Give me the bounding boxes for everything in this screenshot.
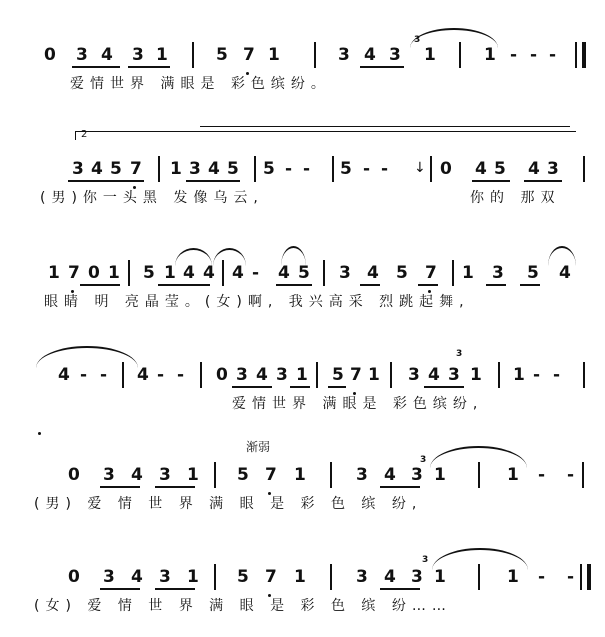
lyrics-line: 你的 那双 — [470, 190, 561, 206]
note-digit: 1 — [484, 45, 496, 65]
bar-line — [580, 564, 582, 590]
lyrics-line: (女) 爱 情 世 界 满 眼 是 彩 色 缤 纷…… — [34, 598, 452, 614]
note-digit: 3 — [339, 263, 351, 283]
note-dash: - — [285, 159, 293, 179]
note-digit: 4 — [384, 465, 396, 485]
note-digit: 1 — [434, 567, 446, 587]
beam-underline — [424, 386, 464, 388]
note-digit: 1 — [187, 567, 199, 587]
octave-dot — [353, 392, 356, 395]
note-digit: 1 — [368, 365, 380, 385]
note-digit: 4 — [58, 365, 70, 385]
tie-slur — [410, 28, 498, 48]
note-digit: 3 — [356, 567, 368, 587]
note-dash: - — [252, 263, 260, 283]
note-digit: 3 — [103, 465, 115, 485]
beam-underline — [418, 284, 438, 286]
note-digit: 4 — [101, 45, 113, 65]
note-digit: 3 — [276, 365, 288, 385]
note-digit: 4 — [475, 159, 487, 179]
note-digit: 4 — [428, 365, 440, 385]
note-digit: 3 — [448, 365, 460, 385]
tie-slur — [36, 346, 138, 368]
note-digit: 1 — [48, 263, 60, 283]
note-digit: 5 — [263, 159, 275, 179]
note-dash: - — [80, 365, 88, 385]
note-digit: 1 — [434, 465, 446, 485]
note-dash: - — [510, 45, 518, 65]
grace-note: 3 — [422, 555, 429, 565]
dynamic-marking: 渐弱 — [246, 440, 271, 454]
note-digit: 4 — [384, 567, 396, 587]
lyrics-line: (男) 爱 情 世 界 满 眼 是 彩 色 缤 纷, — [34, 496, 423, 512]
note-digit: 5 — [227, 159, 239, 179]
beam-underline — [186, 180, 240, 182]
beam-underline — [100, 588, 140, 590]
bar-line — [430, 156, 432, 182]
final-bar-line — [587, 564, 591, 590]
note-dash: - — [538, 567, 546, 587]
note-digit: 3 — [159, 567, 171, 587]
octave-dot — [268, 594, 271, 597]
note-digit: 3 — [492, 263, 504, 283]
note-digit: 5 — [340, 159, 352, 179]
note-digit: 1 — [507, 465, 519, 485]
note-digit: 3 — [411, 567, 423, 587]
note-digit: 3 — [76, 45, 88, 65]
note-digit: 3 — [389, 45, 401, 65]
note-digit: 5 — [396, 263, 408, 283]
volta-line — [200, 126, 570, 127]
note-digit: 5 — [143, 263, 155, 283]
bar-line — [582, 462, 584, 488]
note-digit: 4 — [367, 263, 379, 283]
beam-underline — [68, 180, 144, 182]
note-digit: 3 — [132, 45, 144, 65]
grace-note: 3 — [420, 455, 427, 465]
bar-line — [390, 362, 392, 388]
note-digit: 5 — [216, 45, 228, 65]
bar-line — [214, 564, 216, 590]
note-digit: 7 — [68, 263, 80, 283]
beam-underline — [380, 486, 420, 488]
note-digit: 3 — [547, 159, 559, 179]
note-digit: 3 — [103, 567, 115, 587]
bar-line — [332, 156, 334, 182]
note-digit: 1 — [268, 45, 280, 65]
note-digit: 5 — [494, 159, 506, 179]
note-digit: 4 — [528, 159, 540, 179]
bar-line — [316, 362, 318, 388]
note-digit: 4 — [364, 45, 376, 65]
note-digit: 4 — [137, 365, 149, 385]
lyrics-line: 眼睛 明 亮晶莹。(女)啊, 我兴高采 烈跳起舞, — [44, 294, 470, 310]
note-digit: 5 — [237, 465, 249, 485]
note-digit: 1 — [294, 567, 306, 587]
octave-dot — [268, 492, 271, 495]
volta-bracket — [75, 131, 576, 140]
bar-line — [214, 462, 216, 488]
note-digit: 1 — [156, 45, 168, 65]
note-digit: 3 — [159, 465, 171, 485]
bar-line — [192, 42, 194, 68]
note-dash: - — [567, 465, 575, 485]
octave-dot — [428, 290, 431, 293]
beam-underline — [276, 284, 312, 286]
bar-line — [330, 462, 332, 488]
note-digit: 1 — [187, 465, 199, 485]
note-digit: 4 — [203, 263, 215, 283]
note-digit: 1 — [462, 263, 474, 283]
note-digit: 3 — [408, 365, 420, 385]
bar-line — [128, 260, 130, 286]
lyrics-line: (男)你一头黑 发像乌云, — [40, 190, 264, 206]
note-digit: 1 — [424, 45, 436, 65]
octave-dot — [246, 72, 249, 75]
bar-line — [452, 260, 454, 286]
note-digit: 1 — [296, 365, 308, 385]
note-digit: 4 — [232, 263, 244, 283]
note-digit: 7 — [350, 365, 362, 385]
beam-underline — [155, 486, 195, 488]
tie-slur — [213, 248, 246, 266]
grace-note: 3 — [456, 349, 463, 359]
note-digit: 1 — [470, 365, 482, 385]
final-bar-line — [582, 42, 586, 68]
beam-underline — [472, 180, 510, 182]
bar-line — [158, 156, 160, 182]
beam-underline — [328, 386, 346, 388]
note-dash: - — [567, 567, 575, 587]
bar-line — [254, 156, 256, 182]
bar-line — [498, 362, 500, 388]
tie-slur — [281, 246, 306, 266]
note-digit: 0 — [440, 159, 452, 179]
beam-underline — [290, 386, 310, 388]
volta-number: 2 — [81, 129, 88, 140]
note-digit: 4 — [256, 365, 268, 385]
beam-underline — [520, 284, 540, 286]
octave-dot — [133, 186, 136, 189]
note-digit: 5 — [110, 159, 122, 179]
note-digit: 5 — [527, 263, 539, 283]
note-dash: - — [533, 365, 541, 385]
octave-dot — [71, 290, 74, 293]
note-dash: - — [553, 365, 561, 385]
note-digit: 5 — [298, 263, 310, 283]
note-digit: 3 — [338, 45, 350, 65]
tie-slur — [548, 246, 576, 266]
note-digit: 4 — [91, 159, 103, 179]
tie-slur — [175, 248, 212, 266]
note-digit: 5 — [332, 365, 344, 385]
note-dash: - — [100, 365, 108, 385]
bar-line — [583, 362, 585, 388]
tie-slur — [432, 548, 528, 570]
note-dash: - — [177, 365, 185, 385]
note-dash: - — [303, 159, 311, 179]
note-digit: 7 — [130, 159, 142, 179]
lyrics-line: 爱情世界 满眼是 彩色缤纷。 — [70, 76, 331, 92]
note-dash: - — [549, 45, 557, 65]
tie-slur — [430, 446, 527, 468]
note-digit: 1 — [108, 263, 120, 283]
beam-underline — [360, 66, 404, 68]
note-digit: 1 — [294, 465, 306, 485]
bar-line — [323, 260, 325, 286]
beam-underline — [72, 66, 120, 68]
beam-underline — [360, 284, 380, 286]
beam-underline — [128, 66, 170, 68]
note-digit: 4 — [183, 263, 195, 283]
bar-line — [583, 156, 585, 182]
bar-line — [575, 42, 577, 68]
grace-note: 3 — [414, 35, 421, 45]
note-digit: 4 — [131, 465, 143, 485]
breath-arrow-icon: ↓ — [414, 160, 426, 176]
note-dash: - — [538, 465, 546, 485]
note-digit: 0 — [88, 263, 100, 283]
note-dash: - — [363, 159, 371, 179]
note-digit: 4 — [278, 263, 290, 283]
note-digit: 7 — [243, 45, 255, 65]
note-digit: 0 — [68, 465, 80, 485]
beam-underline — [80, 284, 120, 286]
note-digit: 4 — [559, 263, 571, 283]
note-digit: 7 — [425, 263, 437, 283]
note-digit: 1 — [164, 263, 176, 283]
beam-underline — [158, 284, 210, 286]
scan-speck — [38, 432, 41, 435]
note-dash: - — [381, 159, 389, 179]
lyrics-line: 爱情世界 满眼是 彩色缤纷, — [232, 396, 484, 412]
note-digit: 0 — [68, 567, 80, 587]
note-digit: 3 — [236, 365, 248, 385]
note-digit: 3 — [411, 465, 423, 485]
note-digit: 3 — [72, 159, 84, 179]
beam-underline — [232, 386, 272, 388]
note-digit: 0 — [216, 365, 228, 385]
note-digit: 1 — [170, 159, 182, 179]
note-digit: 7 — [265, 567, 277, 587]
note-digit: 1 — [507, 567, 519, 587]
beam-underline — [486, 284, 506, 286]
note-digit: 4 — [131, 567, 143, 587]
note-digit: 0 — [44, 45, 56, 65]
note-digit: 1 — [513, 365, 525, 385]
note-digit: 3 — [356, 465, 368, 485]
note-digit: 3 — [189, 159, 201, 179]
bar-line — [314, 42, 316, 68]
note-digit: 5 — [237, 567, 249, 587]
note-digit: 4 — [208, 159, 220, 179]
note-dash: - — [530, 45, 538, 65]
beam-underline — [380, 588, 420, 590]
bar-line — [330, 564, 332, 590]
beam-underline — [524, 180, 562, 182]
beam-underline — [100, 486, 140, 488]
beam-underline — [155, 588, 195, 590]
bar-line — [200, 362, 202, 388]
note-digit: 7 — [265, 465, 277, 485]
note-dash: - — [157, 365, 165, 385]
